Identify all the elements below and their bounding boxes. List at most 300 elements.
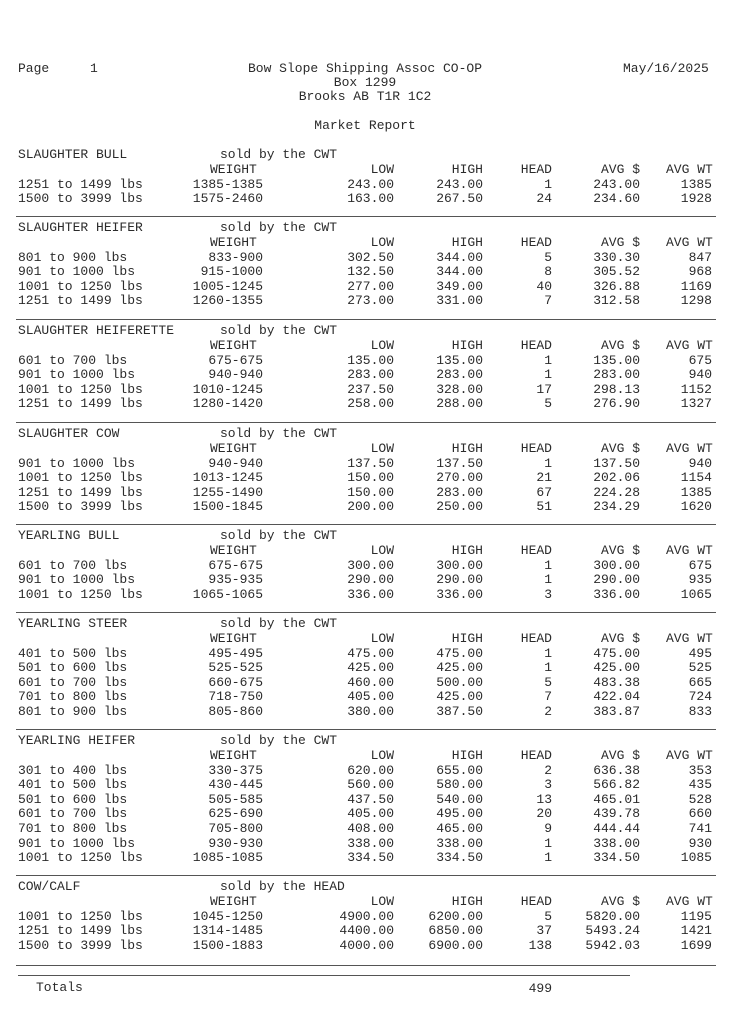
cell-high: 540.00 [436,791,483,807]
cell-avg-wt: 495 [688,645,712,661]
cell-avg: 298.13 [593,381,640,397]
column-header-high: HIGH [451,893,483,909]
cell-high: 495.00 [436,806,483,822]
cell-avg: 135.00 [593,352,640,368]
cell-range: 701 to 800 lbs [18,820,128,836]
cell-head: 40 [536,278,552,294]
cell-low: 338.00 [347,835,394,851]
cell-head: 1 [544,455,552,471]
cell-avg: 566.82 [593,777,640,793]
cell-avg: 276.90 [593,396,640,412]
cell-weight: 705-800 [208,820,263,836]
cell-weight: 718-750 [208,689,263,705]
cell-avg-wt: 525 [688,660,712,676]
report-title: Market Report [314,118,416,133]
cell-weight: 1385-1385 [192,176,263,192]
cell-high: 465.00 [436,820,483,836]
cell-high: 655.00 [436,762,483,778]
section-rule [16,524,716,525]
cell-head: 5 [544,908,552,924]
cell-avg: 465.01 [593,791,640,807]
column-header-head: HEAD [520,234,552,250]
cell-head: 1 [544,352,552,368]
sold-by-label: sold by the HEAD [220,879,345,894]
cell-low: 405.00 [347,806,394,822]
cell-avg-wt: 1195 [680,908,712,924]
section-rule [16,965,716,966]
cell-weight: 660-675 [208,674,263,690]
cell-high: 137.50 [436,455,483,471]
cell-high: 334.50 [436,850,483,866]
cell-avg: 483.38 [593,674,640,690]
sold-by-label: sold by the CWT [220,220,338,235]
cell-avg: 439.78 [593,806,640,822]
cell-high: 425.00 [436,660,483,676]
cell-range: 501 to 600 lbs [18,660,128,676]
cell-avg: 326.88 [593,278,640,294]
cell-low: 334.50 [347,850,394,866]
cell-avg: 243.00 [593,176,640,192]
column-header-head: HEAD [520,893,552,909]
cell-weight: 1314-1485 [192,923,263,939]
sold-by-label: sold by the CWT [220,147,338,162]
column-header-high: HIGH [451,234,483,250]
cell-weight: 675-675 [208,352,263,368]
cell-head: 3 [544,586,552,602]
section-rule [16,319,716,320]
cell-head: 1 [544,572,552,588]
cell-low: 475.00 [347,645,394,661]
cell-low: 258.00 [347,396,394,412]
column-header-weight: WEIGHT [210,440,257,456]
cell-head: 67 [536,484,552,500]
cell-head: 24 [536,191,552,207]
cell-avg: 137.50 [593,455,640,471]
cell-weight: 940-940 [208,455,263,471]
cell-weight: 625-690 [208,806,263,822]
cell-high: 328.00 [436,381,483,397]
cell-high: 336.00 [436,586,483,602]
cell-head: 2 [544,703,552,719]
cell-low: 290.00 [347,572,394,588]
cell-avg-wt: 935 [688,572,712,588]
section-title: SLAUGHTER COW [18,426,120,441]
cell-avg-wt: 847 [688,249,712,265]
cell-high: 300.00 [436,557,483,573]
cell-weight: 1005-1245 [192,278,263,294]
cell-low: 135.00 [347,352,394,368]
cell-weight: 940-940 [208,367,263,383]
cell-high: 6850.00 [428,923,483,939]
cell-low: 4000.00 [339,937,394,953]
cell-head: 37 [536,923,552,939]
section-title: SLAUGHTER HEIFER [18,220,143,235]
cell-avg: 422.04 [593,689,640,705]
section-rule [16,875,716,876]
cell-low: 4400.00 [339,923,394,939]
cell-range: 701 to 800 lbs [18,689,128,705]
cell-high: 135.00 [436,352,483,368]
cell-low: 620.00 [347,762,394,778]
cell-range: 1251 to 1499 lbs [18,396,143,412]
column-header-low: LOW [370,893,394,909]
column-header-avg-price: AVG $ [600,234,640,250]
column-header-weight: WEIGHT [210,161,257,177]
cell-high: 288.00 [436,396,483,412]
cell-avg-wt: 1169 [680,278,712,294]
cell-avg: 234.60 [593,191,640,207]
cell-weight: 935-935 [208,572,263,588]
cell-head: 1 [544,557,552,573]
cell-low: 405.00 [347,689,394,705]
cell-avg: 336.00 [593,586,640,602]
cell-high: 267.50 [436,191,483,207]
cell-high: 331.00 [436,293,483,309]
column-header-avg-wt: AVG WT [666,440,713,456]
cell-range: 301 to 400 lbs [18,762,128,778]
column-header-avg-price: AVG $ [600,630,640,646]
cell-avg: 305.52 [593,264,640,280]
cell-low: 560.00 [347,777,394,793]
cell-low: 137.50 [347,455,394,471]
cell-range: 601 to 700 lbs [18,352,128,368]
column-header-weight: WEIGHT [210,893,257,909]
section-rule [16,612,716,613]
cell-weight: 330-375 [208,762,263,778]
sold-by-label: sold by the CWT [220,528,338,543]
company-name: Bow Slope Shipping Assoc CO-OP [247,61,483,76]
cell-avg-wt: 665 [688,674,712,690]
cell-avg-wt: 675 [688,557,712,573]
cell-weight: 495-495 [208,645,263,661]
page-label: Page [18,61,50,76]
cell-avg-wt: 1298 [680,293,712,309]
cell-weight: 430-445 [208,777,263,793]
sold-by-label: sold by the CWT [220,616,338,631]
cell-head: 1 [544,645,552,661]
column-header-weight: WEIGHT [210,234,257,250]
sold-by-label: sold by the CWT [220,323,338,338]
cell-avg-wt: 1699 [680,937,712,953]
cell-range: 901 to 1000 lbs [18,455,136,471]
cell-avg: 5493.24 [585,923,640,939]
cell-head: 138 [528,937,552,953]
cell-weight: 525-525 [208,660,263,676]
cell-high: 475.00 [436,645,483,661]
cell-range: 901 to 1000 lbs [18,367,136,383]
cell-avg-wt: 675 [688,352,712,368]
cell-high: 344.00 [436,264,483,280]
cell-low: 277.00 [347,278,394,294]
cell-low: 460.00 [347,674,394,690]
cell-range: 901 to 1000 lbs [18,572,136,588]
cell-avg-wt: 1421 [680,923,712,939]
column-header-high: HIGH [451,440,483,456]
cell-avg: 330.30 [593,249,640,265]
cell-avg: 312.58 [593,293,640,309]
cell-avg-wt: 1620 [680,499,712,515]
cell-weight: 1013-1245 [192,470,263,486]
cell-head: 17 [536,381,552,397]
cell-weight: 1500-1845 [192,499,263,515]
cell-weight: 1575-2460 [192,191,263,207]
column-header-high: HIGH [451,630,483,646]
cell-high: 290.00 [436,572,483,588]
cell-high: 500.00 [436,674,483,690]
cell-head: 3 [544,777,552,793]
cell-avg: 202.06 [593,470,640,486]
cell-range: 1001 to 1250 lbs [18,470,143,486]
column-header-weight: WEIGHT [210,542,257,558]
cell-avg: 383.87 [593,703,640,719]
cell-range: 601 to 700 lbs [18,674,128,690]
cell-high: 344.00 [436,249,483,265]
column-header-head: HEAD [520,440,552,456]
cell-high: 338.00 [436,835,483,851]
cell-range: 801 to 900 lbs [18,249,128,265]
section-title: SLAUGHTER BULL [18,147,128,162]
column-header-low: LOW [370,440,394,456]
column-header-avg-price: AVG $ [600,161,640,177]
cell-avg-wt: 1065 [680,586,712,602]
column-header-weight: WEIGHT [210,337,257,353]
cell-range: 1251 to 1499 lbs [18,293,143,309]
cell-range: 1001 to 1250 lbs [18,908,143,924]
cell-avg: 334.50 [593,850,640,866]
cell-high: 425.00 [436,689,483,705]
cell-head: 5 [544,674,552,690]
cell-head: 7 [544,293,552,309]
page-number: 1 [90,61,98,76]
section-rule [16,422,716,423]
cell-range: 1251 to 1499 lbs [18,484,143,500]
section-title: YEARLING HEIFER [18,733,136,748]
cell-high: 250.00 [436,499,483,515]
cell-head: 1 [544,850,552,866]
cell-weight: 1255-1490 [192,484,263,500]
cell-head: 20 [536,806,552,822]
cell-low: 237.50 [347,381,394,397]
cell-low: 4900.00 [339,908,394,924]
cell-head: 2 [544,762,552,778]
cell-avg: 338.00 [593,835,640,851]
cell-head: 8 [544,264,552,280]
cell-avg: 234.29 [593,499,640,515]
cell-avg: 636.38 [593,762,640,778]
column-header-weight: WEIGHT [210,747,257,763]
column-header-avg-price: AVG $ [600,337,640,353]
cell-avg: 290.00 [593,572,640,588]
cell-avg-wt: 940 [688,367,712,383]
cell-avg-wt: 1385 [680,484,712,500]
cell-low: 302.50 [347,249,394,265]
cell-avg-wt: 741 [688,820,712,836]
cell-range: 901 to 1000 lbs [18,835,136,851]
cell-high: 283.00 [436,367,483,383]
cell-weight: 675-675 [208,557,263,573]
cell-range: 1500 to 3999 lbs [18,191,143,207]
cell-avg: 425.00 [593,660,640,676]
cell-avg-wt: 353 [688,762,712,778]
totals-label: Totals [36,980,83,995]
column-header-low: LOW [370,161,394,177]
column-header-avg-wt: AVG WT [666,747,713,763]
cell-avg: 475.00 [593,645,640,661]
cell-weight: 1085-1085 [192,850,263,866]
cell-head: 13 [536,791,552,807]
cell-avg-wt: 940 [688,455,712,471]
column-header-avg-wt: AVG WT [666,542,713,558]
cell-head: 5 [544,396,552,412]
cell-avg: 5942.03 [585,937,640,953]
cell-weight: 805-860 [208,703,263,719]
column-header-head: HEAD [520,630,552,646]
sold-by-label: sold by the CWT [220,426,338,441]
cell-range: 401 to 500 lbs [18,645,128,661]
cell-avg-wt: 833 [688,703,712,719]
cell-avg-wt: 1152 [680,381,712,397]
cell-high: 6900.00 [428,937,483,953]
column-header-avg-wt: AVG WT [666,630,713,646]
cell-weight: 930-930 [208,835,263,851]
cell-avg-wt: 1327 [680,396,712,412]
column-header-avg-wt: AVG WT [666,337,713,353]
column-header-high: HIGH [451,747,483,763]
cell-range: 1001 to 1250 lbs [18,381,143,397]
cell-low: 150.00 [347,484,394,500]
cell-weight: 1280-1420 [192,396,263,412]
column-header-avg-price: AVG $ [600,893,640,909]
cell-head: 1 [544,176,552,192]
cell-low: 132.50 [347,264,394,280]
cell-head: 5 [544,249,552,265]
cell-low: 150.00 [347,470,394,486]
cell-range: 1001 to 1250 lbs [18,278,143,294]
cell-range: 401 to 500 lbs [18,777,128,793]
section-title: COW/CALF [18,879,81,894]
cell-range: 501 to 600 lbs [18,791,128,807]
cell-low: 437.50 [347,791,394,807]
company-city: Brooks AB T1R 1C2 [298,89,432,104]
cell-low: 163.00 [347,191,394,207]
cell-high: 270.00 [436,470,483,486]
cell-head: 9 [544,820,552,836]
cell-range: 1251 to 1499 lbs [18,176,143,192]
cell-high: 283.00 [436,484,483,500]
cell-avg: 300.00 [593,557,640,573]
cell-range: 1500 to 3999 lbs [18,937,143,953]
cell-head: 1 [544,367,552,383]
cell-range: 801 to 900 lbs [18,703,128,719]
cell-avg-wt: 1154 [680,470,712,486]
cell-low: 408.00 [347,820,394,836]
cell-avg-wt: 968 [688,264,712,280]
column-header-low: LOW [370,630,394,646]
sold-by-label: sold by the CWT [220,733,338,748]
cell-weight: 1260-1355 [192,293,263,309]
column-header-head: HEAD [520,542,552,558]
cell-head: 21 [536,470,552,486]
cell-high: 387.50 [436,703,483,719]
column-header-avg-wt: AVG WT [666,893,713,909]
cell-head: 1 [544,660,552,676]
cell-avg-wt: 528 [688,791,712,807]
section-rule [16,216,716,217]
cell-avg-wt: 1385 [680,176,712,192]
cell-avg-wt: 930 [688,835,712,851]
cell-weight: 1065-1065 [192,586,263,602]
column-header-high: HIGH [451,542,483,558]
section-rule [16,729,716,730]
cell-avg-wt: 435 [688,777,712,793]
cell-high: 243.00 [436,176,483,192]
cell-avg-wt: 724 [688,689,712,705]
column-header-high: HIGH [451,337,483,353]
cell-head: 51 [536,499,552,515]
cell-avg: 444.44 [593,820,640,836]
cell-head: 7 [544,689,552,705]
cell-avg: 5820.00 [585,908,640,924]
cell-weight: 505-585 [208,791,263,807]
section-title: YEARLING BULL [18,528,120,543]
cell-avg: 283.00 [593,367,640,383]
cell-avg-wt: 1928 [680,191,712,207]
cell-range: 1001 to 1250 lbs [18,586,143,602]
cell-low: 243.00 [347,176,394,192]
cell-low: 425.00 [347,660,394,676]
column-header-low: LOW [370,234,394,250]
cell-avg-wt: 1085 [680,850,712,866]
cell-range: 1251 to 1499 lbs [18,923,143,939]
column-header-avg-wt: AVG WT [666,161,713,177]
column-header-low: LOW [370,337,394,353]
column-header-avg-wt: AVG WT [666,234,713,250]
company-box: Box 1299 [333,75,397,90]
cell-avg-wt: 660 [688,806,712,822]
cell-weight: 1010-1245 [192,381,263,397]
section-title: YEARLING STEER [18,616,128,631]
column-header-avg-price: AVG $ [600,440,640,456]
cell-head: 1 [544,835,552,851]
column-header-avg-price: AVG $ [600,747,640,763]
totals-head: 499 [528,981,552,996]
report-date: May/16/2025 [623,61,709,76]
cell-high: 6200.00 [428,908,483,924]
column-header-head: HEAD [520,337,552,353]
cell-avg: 224.28 [593,484,640,500]
cell-range: 1001 to 1250 lbs [18,850,143,866]
cell-low: 300.00 [347,557,394,573]
cell-range: 901 to 1000 lbs [18,264,136,280]
column-header-low: LOW [370,747,394,763]
cell-range: 1500 to 3999 lbs [18,499,143,515]
cell-weight: 915-1000 [200,264,263,280]
column-header-head: HEAD [520,747,552,763]
section-title: SLAUGHTER HEIFERETTE [18,323,175,338]
cell-low: 200.00 [347,499,394,515]
cell-high: 349.00 [436,278,483,294]
cell-weight: 833-900 [208,249,263,265]
totals-rule [18,975,630,976]
column-header-low: LOW [370,542,394,558]
cell-high: 580.00 [436,777,483,793]
cell-low: 283.00 [347,367,394,383]
cell-low: 336.00 [347,586,394,602]
column-header-avg-price: AVG $ [600,542,640,558]
cell-range: 601 to 700 lbs [18,806,128,822]
cell-low: 380.00 [347,703,394,719]
column-header-head: HEAD [520,161,552,177]
